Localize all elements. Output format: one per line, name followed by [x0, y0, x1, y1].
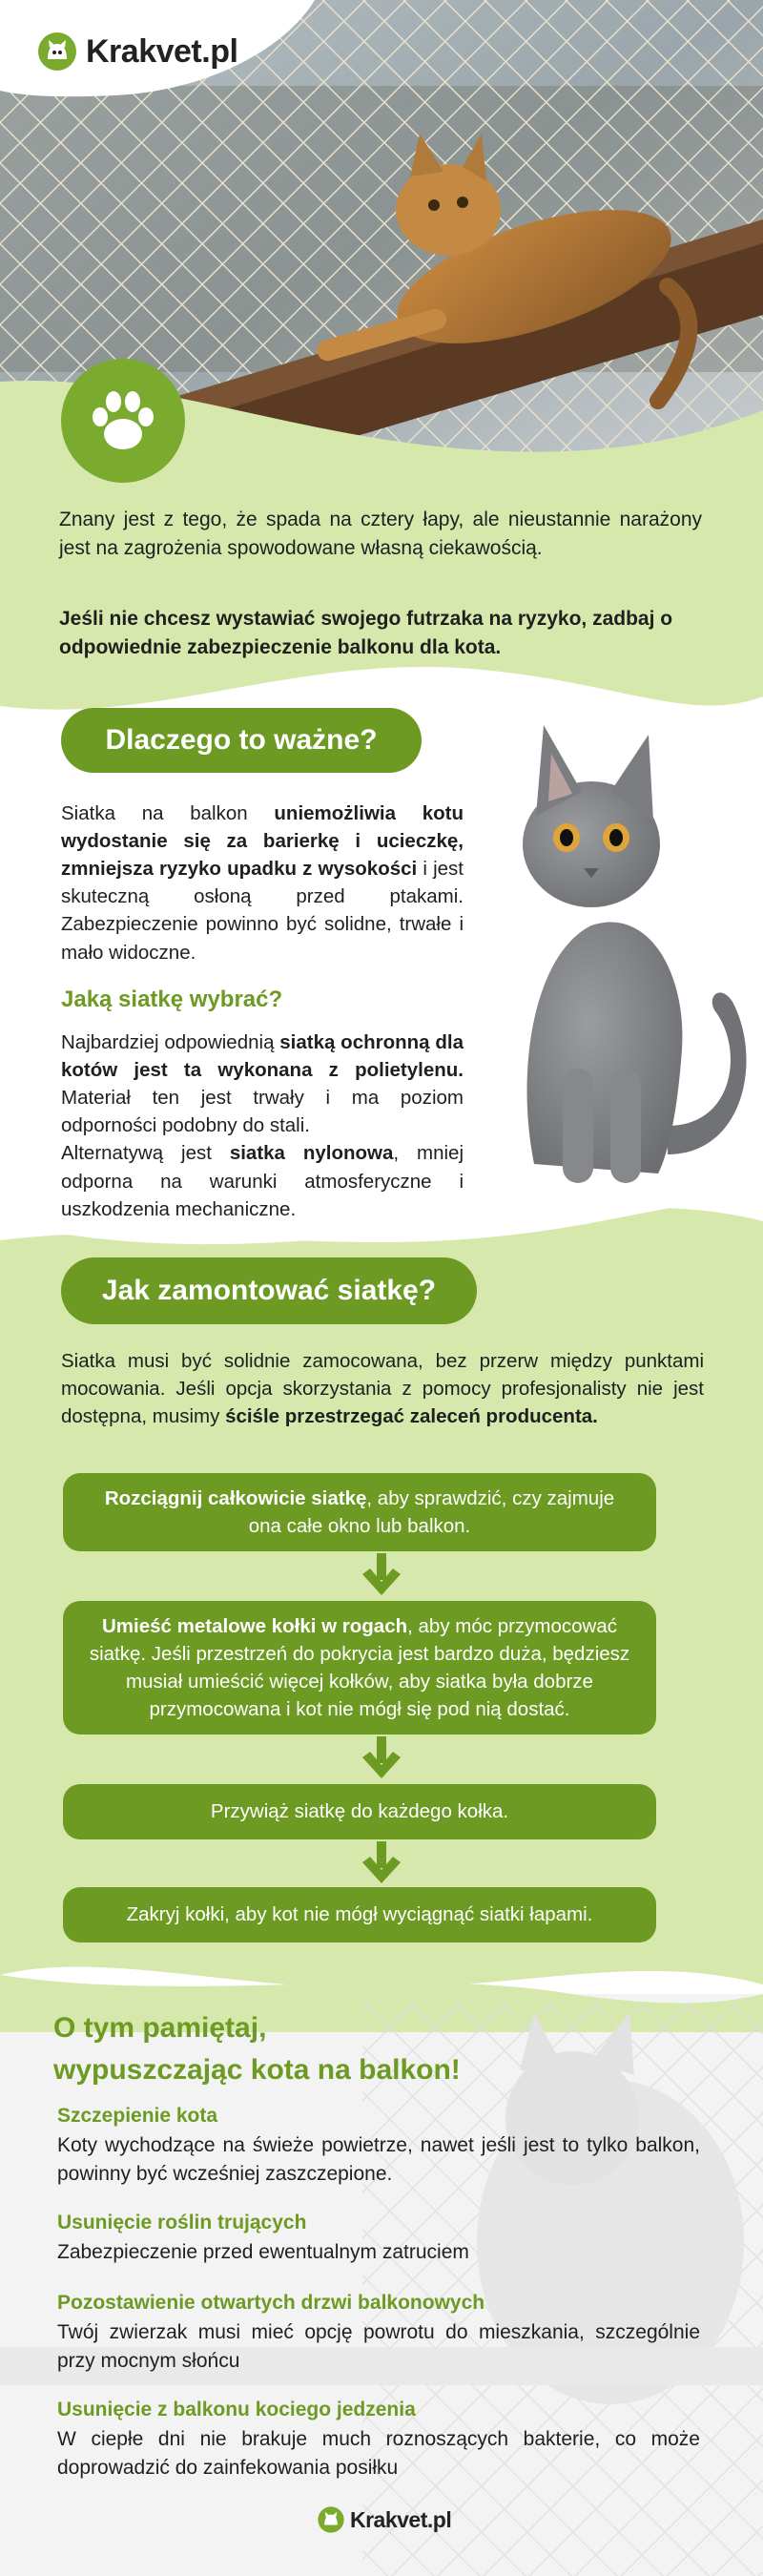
cat-dog-logo-icon	[36, 31, 78, 73]
which-heading: Jaką siatkę wybrać?	[61, 987, 283, 1012]
tip-text: W ciepłe dni nie brakuje much roznoszących bakterie, co może doprowadzić do zainfekowania posiłku	[57, 2428, 700, 2479]
step-3: Przywiąż siatkę do każdego kołka.	[63, 1784, 656, 1839]
tip-title: Pozostawienie otwartych drzwi balkonowych	[57, 2292, 485, 2314]
brand-name: Krakvet.pl	[86, 32, 238, 70]
grey-cat-photo	[477, 725, 753, 1202]
how-heading: Jak zamontować siatkę?	[61, 1257, 477, 1324]
how-paragraph: Siatka musi być solidnie zamocowana, bez przerw między punktami mocowania. Jeśli opcja skorzystania z pomocy profesjonalisty nie jest dostępna, musimy ściśle przestrzegać zaleceń producenta.	[61, 1350, 704, 1428]
cat-dog-logo-icon	[317, 2505, 345, 2534]
intro-text: Znany jest z tego, że spada na cztery łapy, ale nieustannie narażony jest na zagrożenia spowodowane własną ciekawością.	[59, 509, 702, 559]
arrow-down-icon	[361, 1553, 402, 1597]
tip-title: Usunięcie roślin trujących	[57, 2212, 307, 2233]
footer-brand-name: Krakvet.pl	[350, 2506, 452, 2532]
tip-title: Szczepienie kota	[57, 2105, 218, 2127]
step-4: Zakryj kołki, aby kot nie mógł wyciągnąć siatki łapami.	[63, 1887, 656, 1942]
brand-logo[interactable]	[36, 31, 237, 73]
paw-icon	[85, 383, 161, 459]
tip-text: Koty wychodzące na świeże powietrze, nawet jeśli jest to tylko balkon, powinny być wcześniej zaszczepione.	[57, 2134, 700, 2185]
step-1: Rozciągnij całkowicie siatkę, aby sprawdzić, czy zajmuje ona całe okno lub balkon.	[63, 1473, 656, 1551]
step-2: Umieść metalowe kołki w rogach, aby móc przymocować siatkę. Jeśli przestrzeń do pokrycia jest bardzo duża, będziesz musiał umieścić więcej kołków, aby siatka była dobrze przymocowana i kot nie mógł się pod nią dostać.	[63, 1601, 656, 1735]
arrow-down-icon	[361, 1841, 402, 1885]
tip-text: Zabezpieczenie przed ewentualnym zatruciem	[57, 2241, 469, 2263]
why-paragraph: Siatka na balkon uniemożliwia kotu wydostanie się za barierkę i ucieczkę, zmniejsza ryzyko upadku z wysokości i jest skuteczną osłoną przed ptakami. Zabezpieczenie powinno być solidne, trwałe i mało widoczne.	[61, 802, 464, 964]
footer-logo[interactable]	[317, 2505, 451, 2534]
tip-title: Usunięcie z balkonu kociego jedzenia	[57, 2399, 416, 2420]
tip-text: Twój zwierzak musi mieć opcję powrotu do mieszkania, szczególnie przy mocnym słońcu	[57, 2321, 700, 2372]
arrow-down-icon	[361, 1736, 402, 1780]
intro-bold-text: Jeśli nie chcesz wystawiać swojego futrzaka na ryzyko, zadbaj o odpowiednie zabezpieczenie balkonu dla kota.	[59, 608, 673, 658]
which-paragraph: Najbardziej odpowiednią siatką ochronną dla kotów jest ta wykonana z polietylenu. Materiał ten jest trwały i ma poziom odporności podobny do stali. Alternatywą jest siatka nylonowa, mniej odporna na warunki atmosferyczne i uszkodzenia mechaniczne.	[61, 1031, 464, 1220]
why-heading: Dlaczego to ważne?	[61, 708, 422, 773]
paw-badge	[61, 359, 185, 483]
remember-heading: O tym pamiętaj, wypuszczając kota na balkon!	[53, 2012, 461, 2086]
